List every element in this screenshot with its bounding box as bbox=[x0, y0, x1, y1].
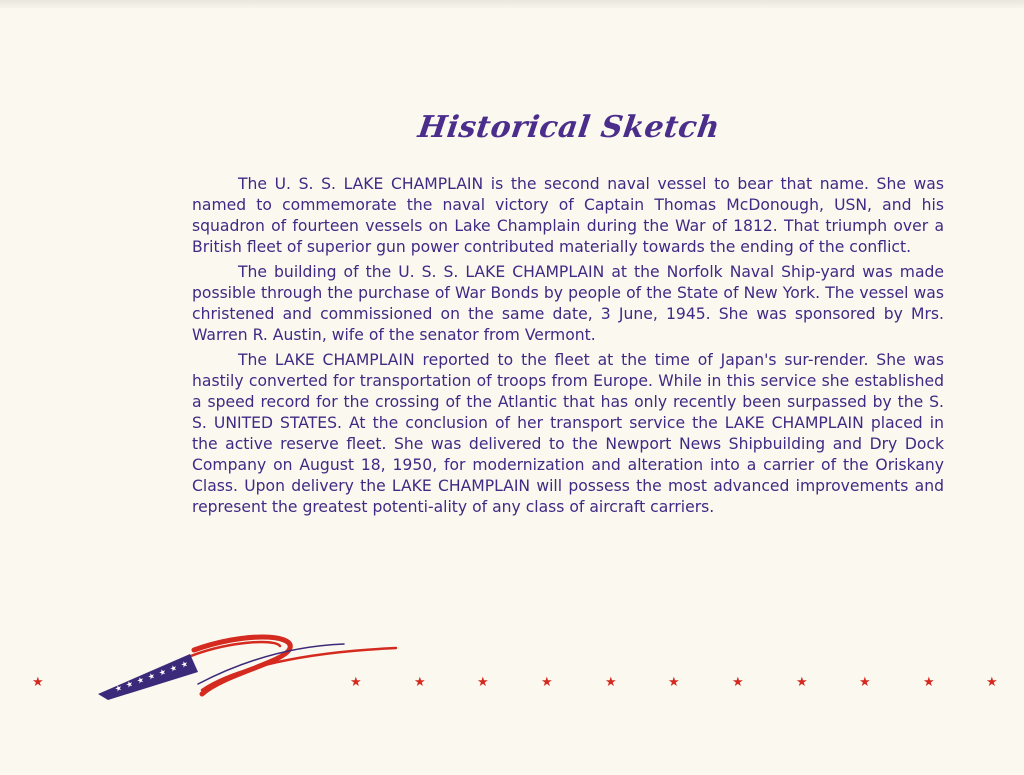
star-icon: ★ bbox=[796, 675, 808, 690]
page-top-edge bbox=[0, 0, 1024, 8]
star-icon: ★ bbox=[732, 675, 744, 690]
page-title: Historical Sketch bbox=[415, 110, 723, 145]
star-icon: ★ bbox=[32, 675, 44, 690]
svg-text:★: ★ bbox=[168, 662, 179, 674]
star-icon: ★ bbox=[541, 675, 553, 690]
paragraph-2: The building of the U. S. S. LAKE CHAMPLAIN at the Norfolk Naval Ship-yard was made possible through the purchase of War Bonds by people of the State of New York. The vessel was christened and commissioned on the same date, 3 June, 1945. She was sponsored by Mrs. Warren R. Austin, wife of the senator from Vermont. bbox=[192, 263, 944, 344]
article-body bbox=[192, 174, 944, 522]
star-icon: ★ bbox=[477, 675, 489, 690]
star-icon: ★ bbox=[668, 675, 680, 690]
star-icon: ★ bbox=[350, 675, 362, 690]
star-icon: ★ bbox=[859, 675, 871, 690]
paragraph-3: The LAKE CHAMPLAIN reported to the fleet at the time of Japan's sur-render. She was hastily converted for transportation of troops from Europe. While in this service she established a speed record for the crossing of the Atlantic that has only recently been surpassed by the S. S. UNITED STATES. At the conclusion of her transport service the LAKE CHAMPLAIN placed in the active reserve fleet. She was delivered to the Newport News Shipbuilding and Dry Dock Company on August 18, 1950, for modernization and alteration into a carrier of the Oriskany Class. Upon delivery the LAKE CHAMPLAIN will possess the most advanced improvements and represent the greatest potenti-ality of any class of aircraft carriers. bbox=[192, 351, 944, 516]
star-icon: ★ bbox=[414, 675, 426, 690]
svg-text:★: ★ bbox=[124, 678, 135, 690]
paragraph-1: The U. S. S. LAKE CHAMPLAIN is the second naval vessel to bear that name. She was named to commemorate the naval victory of Captain Thomas McDonough, USN, and his squadron of fourteen vessels on Lake Champlain during the War of 1812. That triumph over a British fleet of superior gun power contributed materially towards the ending of the conflict. bbox=[192, 175, 944, 256]
svg-text:★: ★ bbox=[113, 682, 124, 694]
star-icon: ★ bbox=[605, 675, 617, 690]
svg-text:★: ★ bbox=[179, 658, 190, 670]
svg-text:★: ★ bbox=[135, 674, 146, 686]
flag-ribbon-icon bbox=[94, 628, 404, 708]
star-icon: ★ bbox=[986, 675, 998, 690]
svg-text:★: ★ bbox=[157, 666, 168, 678]
star-icon: ★ bbox=[923, 675, 935, 690]
svg-text:★: ★ bbox=[146, 670, 157, 682]
